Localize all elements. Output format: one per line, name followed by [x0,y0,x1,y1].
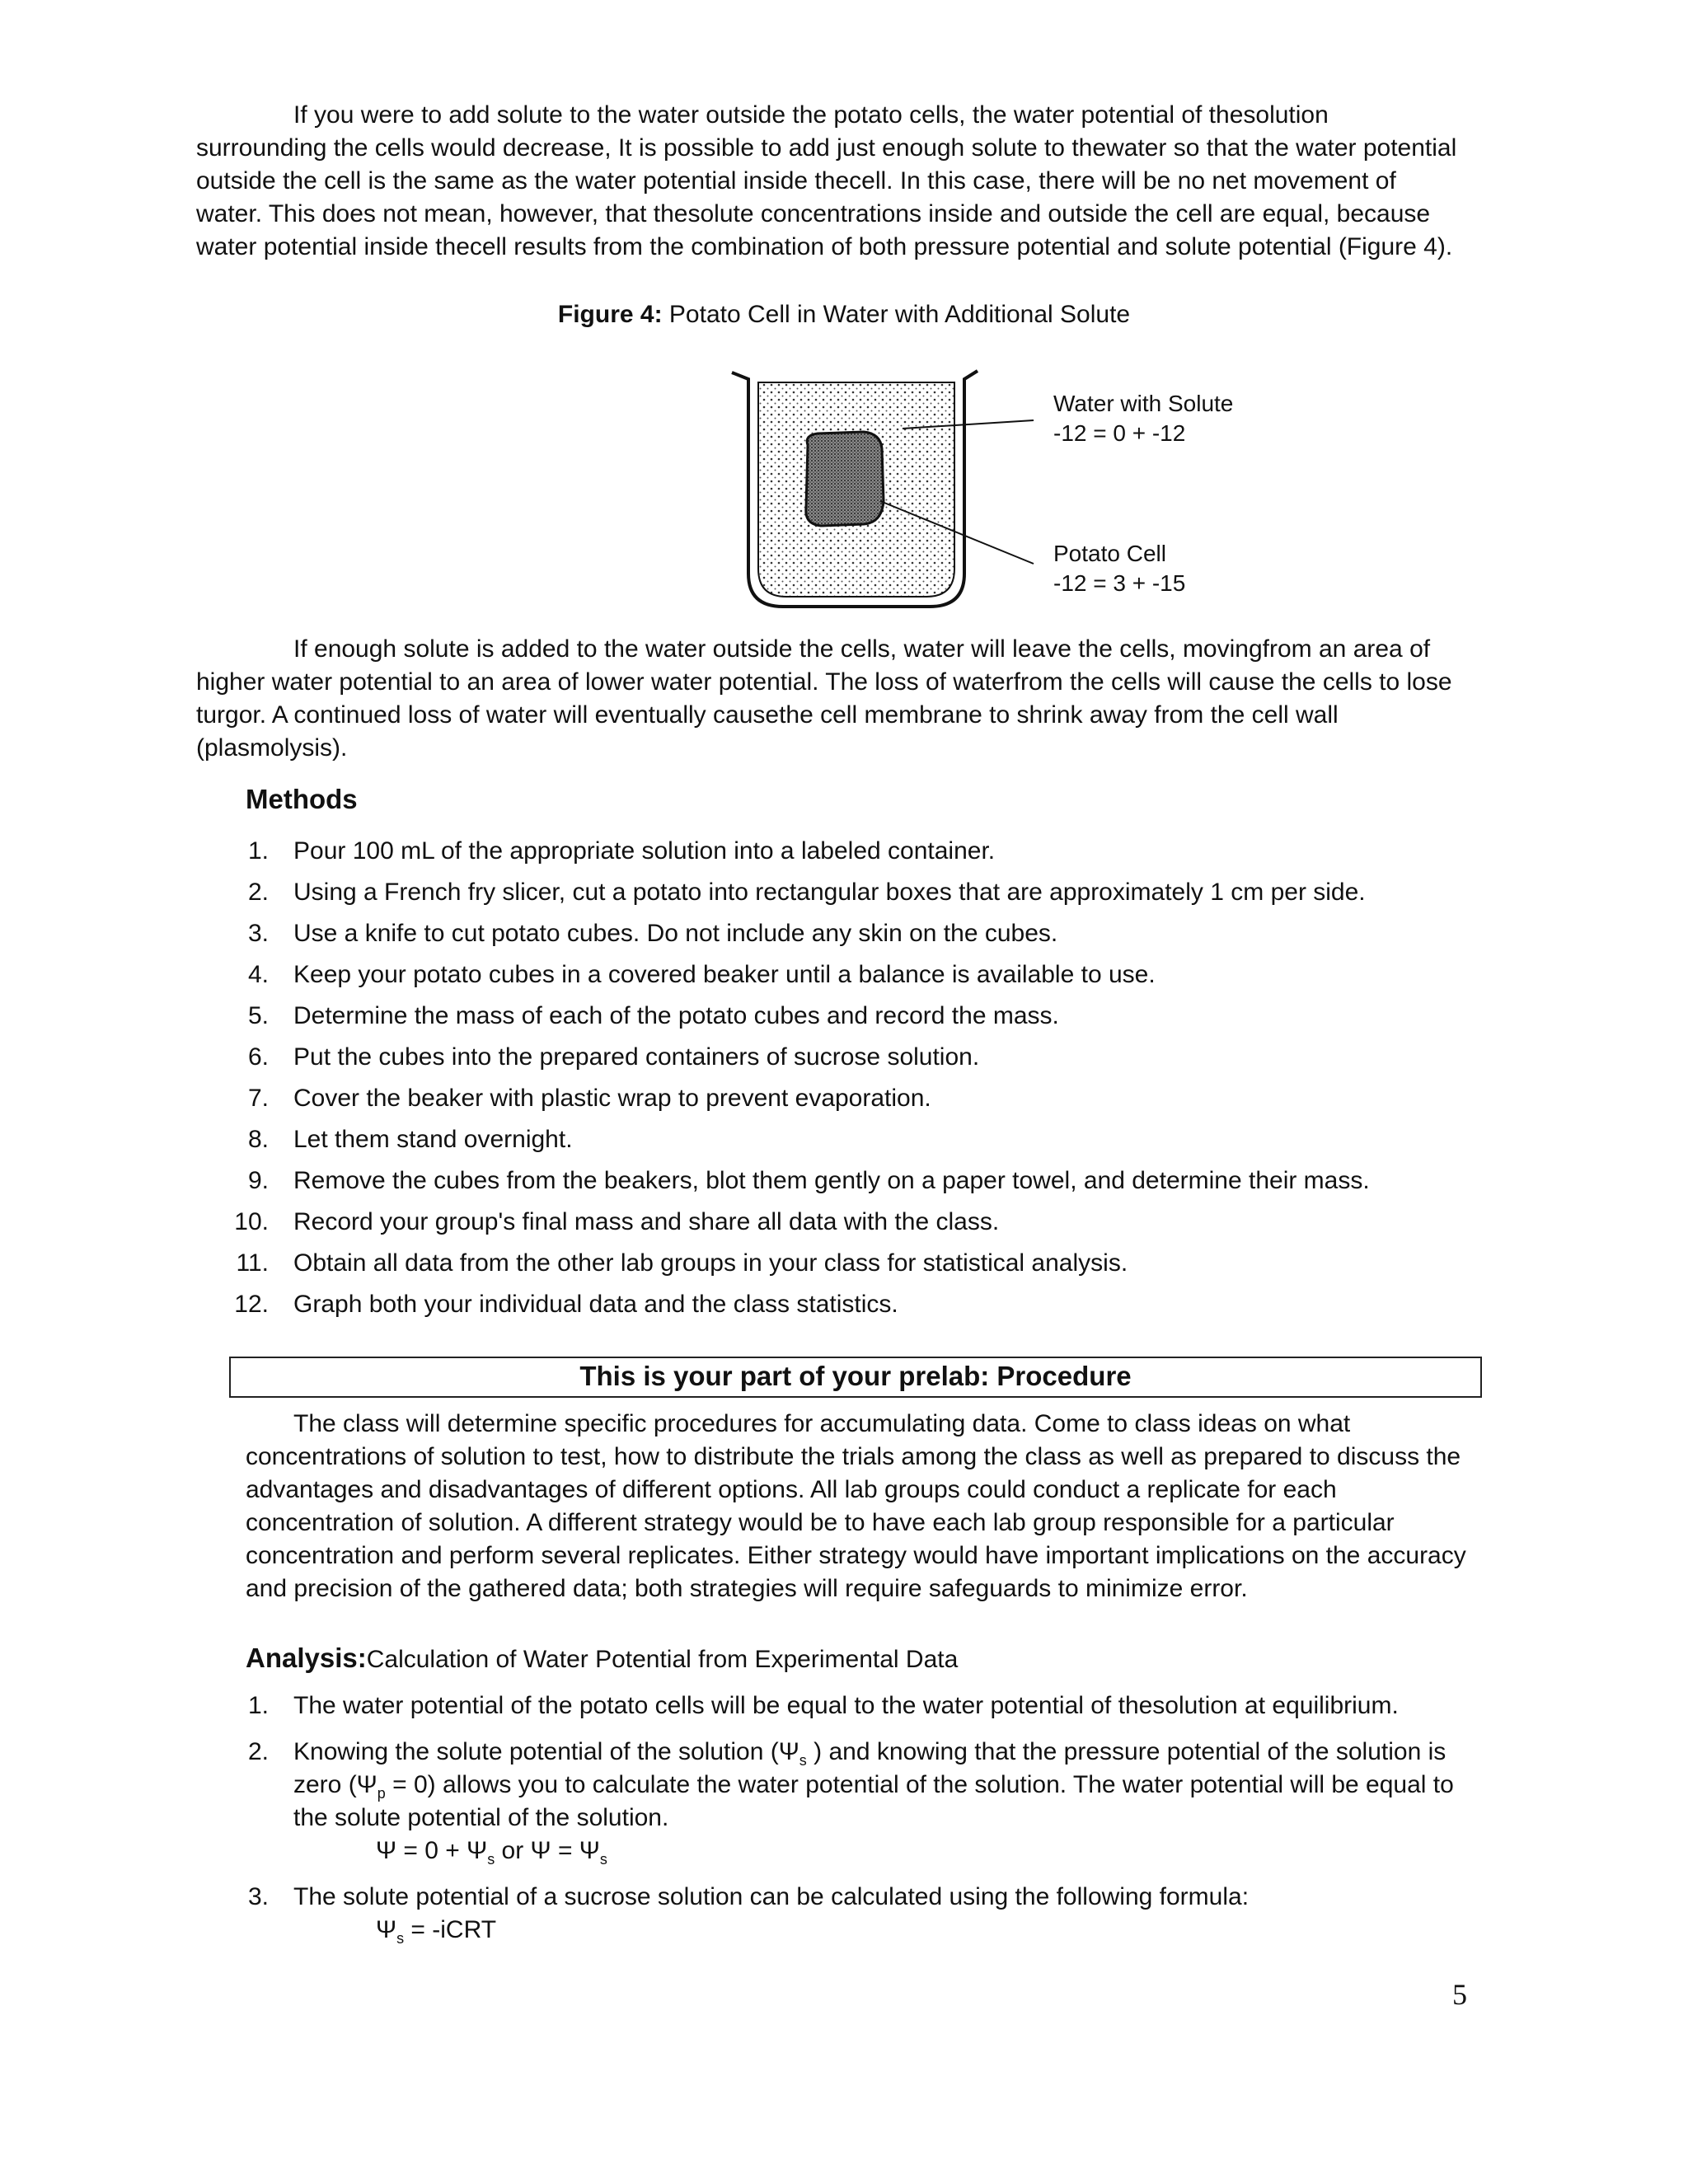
list-item [196,1881,1482,1947]
methods-list [196,835,1482,1329]
step-number: 8. [247,1126,269,1153]
methods-heading: Methods [246,784,358,814]
step-number: 1. [247,837,269,865]
step-text: Record your group's final mass and share all data with the class. [293,1208,1000,1235]
intro-paragraph: If you were to add solute to the water outside the potato cells, the water potential of thesolution surrounding the cells would decrease, It is possible to add just enough solute to thewater so that the water potential outside the cell is the same as the water potential inside thecell. In this case, there will be no net movement of water. This does not mean, however, that thesolute concentrations inside and outside the cell are equal, because water potential inside thecell results from the combination of both pressure potential and solute potential (Figure 4). [196,101,1457,260]
step-number: 12. [234,1291,269,1318]
step-text: Use a knife to cut potato cubes. Do not include any skin on the cubes. [293,920,1058,947]
procedure-title-box: This is your part of your prelab: Procedure [229,1357,1482,1398]
step-text: Graph both your individual data and the class statistics. [293,1291,898,1318]
step-text: Determine the mass of each of the potato cubes and record the mass. [293,1002,1059,1029]
analysis-number: 2. [247,1738,269,1765]
list-item [196,835,1482,876]
analysis-item-text: The solute potential of a sucrose solution can be calculated using the following formula: [293,1883,1250,1910]
water-with-solute-label [1053,389,1233,448]
step-number: 5. [247,1002,269,1029]
step-text: Using a French fry slicer, cut a potato into rectangular boxes that are approximately 1 cm per side. [293,879,1366,906]
step-number: 6. [247,1043,269,1071]
list-item [196,1690,1482,1722]
figure-caption [0,298,1688,331]
list-item [196,1123,1482,1165]
cell-label-title: Potato Cell [1053,541,1166,566]
analysis-number: 1. [247,1692,269,1719]
step-number: 7. [247,1085,269,1112]
list-item [196,1206,1482,1247]
list-item [196,1000,1482,1041]
step-number: 11. [236,1249,269,1277]
procedure-paragraph: The class will determine specific procedures for accumulating data. Come to class ideas on what concentrations of solution to test, how to distribute the trials among the class as well as prepared to discuss the advantages and disadvantages of different options. All lab groups could conduct a replicate for each concentration of solution. A different strategy would be to have each lab group responsible for a particular concentration and perform several replicates. Either strategy would have important implications on the accuracy and precision of the gathered data; both strategies will require safeguards to minimize error. [246,1410,1466,1602]
step-text: Keep your potato cubes in a covered beaker until a balance is available to use. [293,961,1156,988]
water-potential-formula: $\Psi = 0 + \Psi_s$ or $\Psi = \Psi_s$ [376,1837,607,1868]
list-item [196,1736,1482,1868]
analysis-number: 3. [247,1883,269,1910]
figure-caption-label: Figure 4: [557,301,663,328]
step-text: Let them stand overnight. [293,1126,573,1153]
step-number: 9. [247,1167,269,1194]
water-label-title: Water with Solute [1053,391,1234,416]
list-item [196,1288,1482,1329]
analysis-heading [246,1640,958,1678]
step-text: Pour 100 mL of the appropriate solution into a labeled container. [293,837,996,865]
list-item [196,917,1482,958]
water-label-equation: -12 = 0 + -12 [1053,420,1186,446]
cell-label-equation: -12 = 3 + -15 [1053,570,1186,596]
page-number: 5 [1452,1978,1467,2011]
analysis-subtitle: Calculation of Water Potential from Experimental Data [366,1646,959,1673]
step-text: Obtain all data from the other lab groups in your class for statistical analysis. [293,1249,1128,1277]
figure-caption-text: Potato Cell in Water with Additional Solute [662,301,1131,328]
solute-potential-formula: $\Psi_s$ = -iCRT [376,1916,497,1947]
analysis-item-text: The water potential of the potato cells will be equal to the water potential of thesolution at equilibrium. [293,1692,1399,1719]
list-item [196,876,1482,917]
analysis-list [196,1690,1482,1960]
potato-cell [806,432,884,526]
step-number: 2. [247,879,269,906]
step-text: Put the cubes into the prepared containers of sucrose solution. [293,1043,980,1071]
step-number: 10. [234,1208,269,1235]
step-number: 4. [247,961,269,988]
list-item [196,1165,1482,1206]
analysis-item-text: Knowing the solute potential of the solution ($\Psi_s$ ) and knowing that the pressure potential of the solution is zero $(\Psi_p = 0)$ allows you to calculate the water potential of the solution. The water potential will be equal to the solute potential of the solution. [293,1738,1454,1831]
analysis-title: Analysis: [246,1643,367,1673]
list-item [196,958,1482,1000]
list-item [196,1082,1482,1123]
list-item [196,1247,1482,1288]
step-number: 3. [247,920,269,947]
potato-cell-label [1053,539,1185,598]
step-text: Remove the cubes from the beakers, blot them gently on a paper towel, and determine their mass. [293,1167,1370,1194]
plasmolysis-paragraph: If enough solute is added to the water outside the cells, water will leave the cells, movingfrom an area of higher water potential to an area of lower water potential. The loss of waterfrom the cells will cause the cells to lose turgor. A continued loss of water will eventually causethe cell membrane to shrink away from the cell wall (plasmolysis). [196,635,1452,762]
step-text: Cover the beaker with plastic wrap to prevent evaporation. [293,1085,931,1112]
list-item [196,1041,1482,1082]
